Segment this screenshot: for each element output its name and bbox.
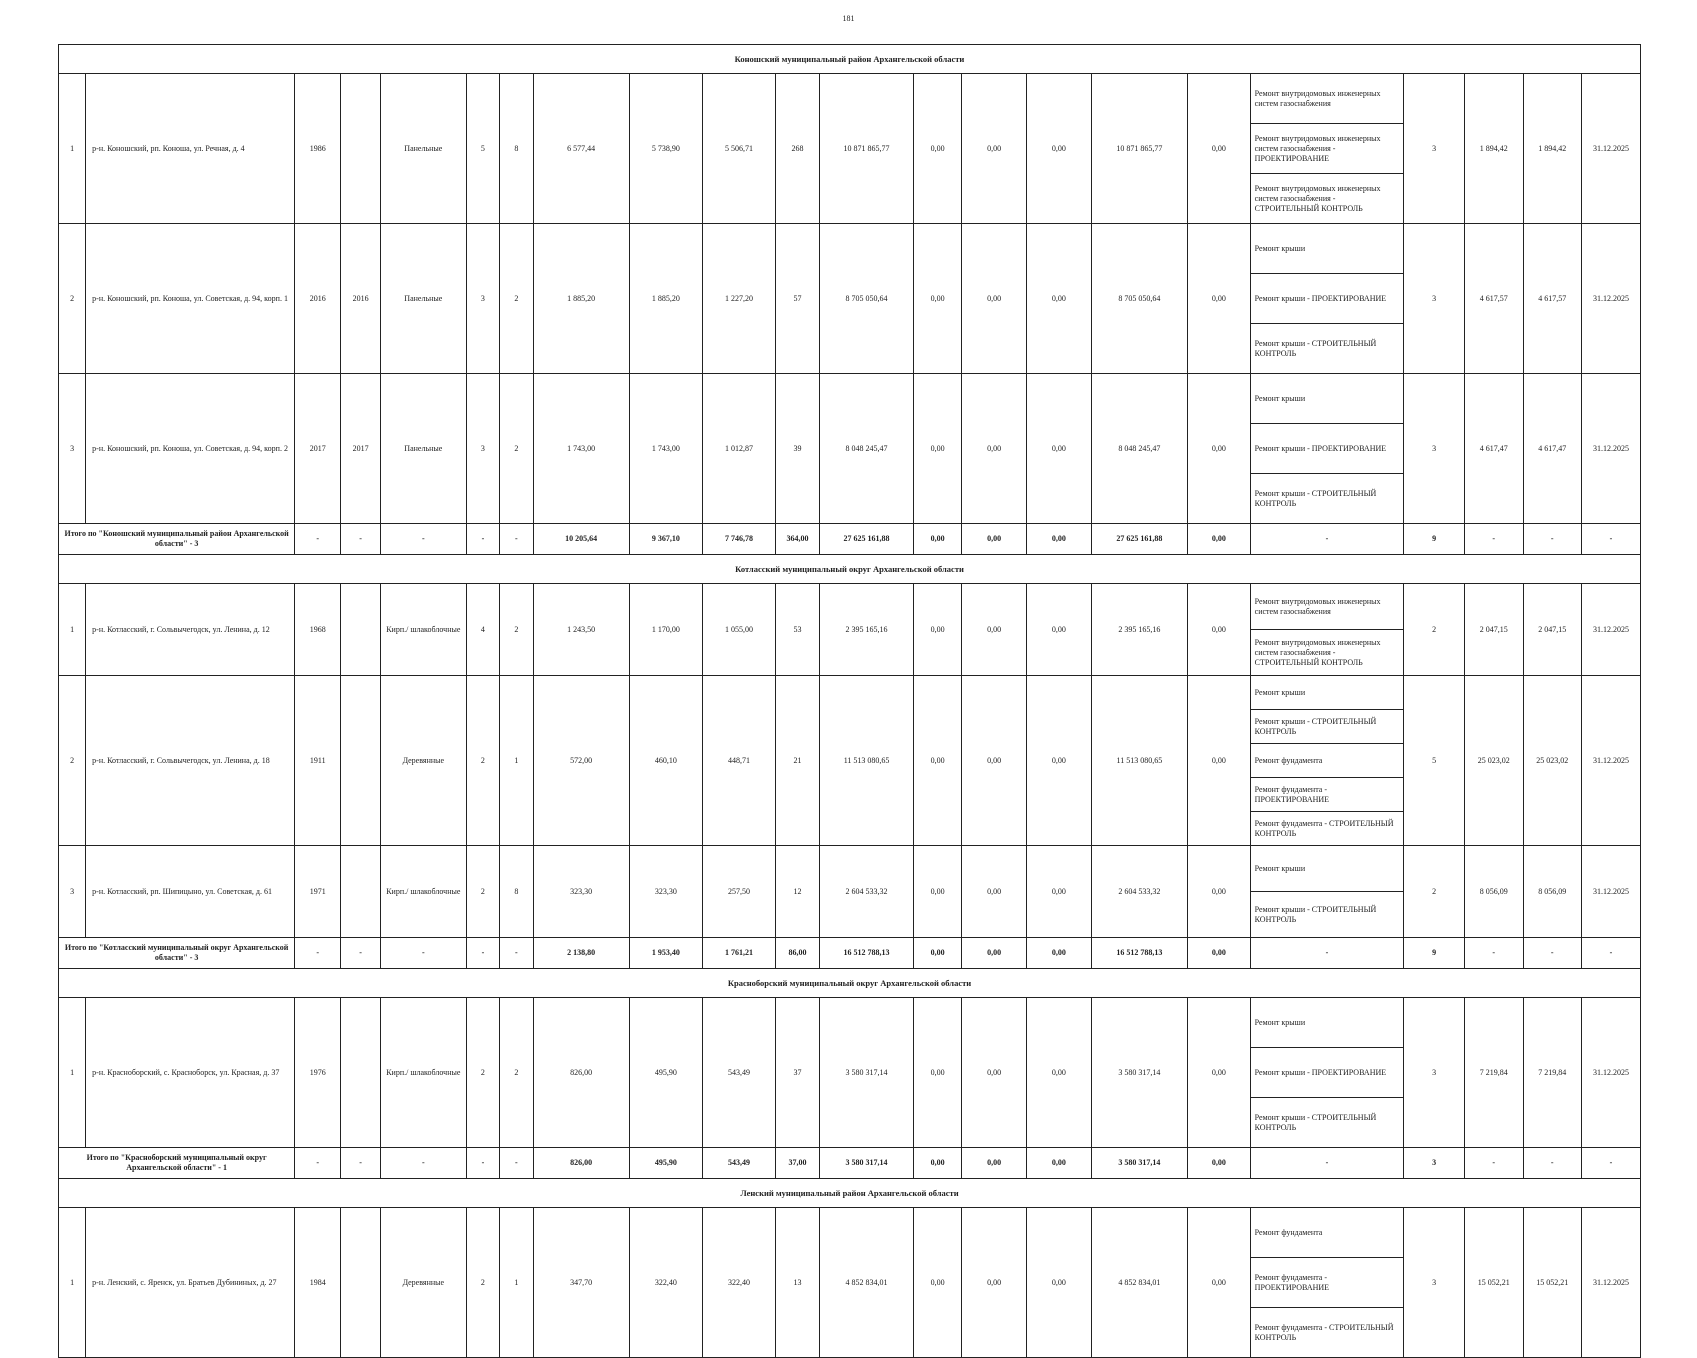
cell-fund-reg: 0,00	[962, 74, 1027, 224]
cell-work-type: Ремонт крыши - СТРОИТЕЛЬНЫЙ КОНТРОЛЬ	[1250, 474, 1404, 524]
cell-walls: Кирп./ шлакоблочные	[380, 846, 466, 938]
section-total-row	[59, 1148, 1641, 1179]
cell-cost-total: 3 580 317,14	[820, 998, 914, 1148]
section-total-row	[59, 524, 1641, 555]
cell-works-count: 3	[1404, 374, 1465, 524]
total-dash: -	[1250, 1148, 1404, 1179]
cell-unit-cost: 1 894,42	[1464, 74, 1523, 224]
cell-floors: 3	[466, 224, 499, 374]
cell-deadline: 31.12.2025	[1582, 998, 1641, 1148]
cell-residents: 37	[776, 998, 820, 1148]
total-dash: -	[295, 938, 341, 969]
table-row	[59, 224, 1641, 274]
cell-walls: Кирп./ шлакоблочные	[380, 584, 466, 676]
cell-unit-limit: 2 047,15	[1523, 584, 1582, 676]
cell-entrances: 2	[500, 224, 533, 374]
cell-fund-reg: 0,00	[962, 224, 1027, 374]
cell-work-type: Ремонт внутридомовых инженерных систем газоснабжения - ПРОЕКТИРОВАНИЕ	[1250, 124, 1404, 174]
cell-unit-limit: 4 617,47	[1523, 374, 1582, 524]
total-dash: -	[1582, 938, 1641, 969]
total-fund-own: 3 580 317,14	[1091, 1148, 1187, 1179]
total-residents: 86,00	[776, 938, 820, 969]
cell-floors: 2	[466, 1208, 499, 1358]
cell-fund-other: 0,00	[1187, 374, 1250, 524]
cell-work-type: Ремонт фундамента - ПРОЕКТИРОВАНИЕ	[1250, 1258, 1404, 1308]
cell-cost-total: 2 604 533,32	[820, 846, 914, 938]
cell-work-type: Ремонт крыши - ПРОЕКТИРОВАНИЕ	[1250, 424, 1404, 474]
cell-n: 2	[59, 676, 86, 846]
cell-n: 3	[59, 846, 86, 938]
cell-work-type: Ремонт крыши	[1250, 846, 1404, 892]
section-header	[59, 1179, 1641, 1208]
cell-unit-limit: 7 219,84	[1523, 998, 1582, 1148]
cell-area-owned: 322,40	[702, 1208, 775, 1358]
cell-works-count: 2	[1404, 584, 1465, 676]
table-row	[59, 74, 1641, 124]
cell-fund-own: 10 871 865,77	[1091, 74, 1187, 224]
cell-year-reno	[341, 584, 381, 676]
total-dash: -	[380, 1148, 466, 1179]
cell-fund-other: 0,00	[1187, 676, 1250, 846]
cell-works-count: 3	[1404, 74, 1465, 224]
total-dash: -	[1250, 524, 1404, 555]
cell-deadline: 31.12.2025	[1582, 224, 1641, 374]
cell-work-type: Ремонт крыши - СТРОИТЕЛЬНЫЙ КОНТРОЛЬ	[1250, 892, 1404, 938]
cell-fund-fed: 0,00	[914, 224, 962, 374]
cell-floors: 2	[466, 846, 499, 938]
cell-cost-total: 2 395 165,16	[820, 584, 914, 676]
cell-area-owned: 448,71	[702, 676, 775, 846]
cell-cost-total: 4 852 834,01	[820, 1208, 914, 1358]
total-fund-mun: 0,00	[1026, 1148, 1091, 1179]
cell-work-type: Ремонт крыши	[1250, 224, 1404, 274]
cell-fund-reg: 0,00	[962, 1208, 1027, 1358]
cell-area-total: 347,70	[533, 1208, 629, 1358]
cell-deadline: 31.12.2025	[1582, 74, 1641, 224]
cell-fund-own: 3 580 317,14	[1091, 998, 1187, 1148]
cell-unit-limit: 1 894,42	[1523, 74, 1582, 224]
cell-work-type: Ремонт внутридомовых инженерных систем газоснабжения	[1250, 74, 1404, 124]
total-fund-fed: 0,00	[914, 1148, 962, 1179]
cell-residents: 12	[776, 846, 820, 938]
cell-fund-reg: 0,00	[962, 676, 1027, 846]
cell-fund-mun: 0,00	[1026, 224, 1091, 374]
cell-year-reno: 2016	[341, 224, 381, 374]
cell-work-type: Ремонт крыши - ПРОЕКТИРОВАНИЕ	[1250, 274, 1404, 324]
cell-fund-other: 0,00	[1187, 998, 1250, 1148]
total-works-count: 9	[1404, 938, 1465, 969]
cell-entrances: 1	[500, 1208, 533, 1358]
cell-works-count: 3	[1404, 998, 1465, 1148]
cell-works-count: 5	[1404, 676, 1465, 846]
total-dash: -	[466, 1148, 499, 1179]
cell-fund-mun: 0,00	[1026, 1208, 1091, 1358]
total-cost-total: 16 512 788,13	[820, 938, 914, 969]
section-title: Котласский муниципальный округ Архангельской области	[59, 555, 1641, 584]
cell-year-built: 1968	[295, 584, 341, 676]
cell-year-reno	[341, 676, 381, 846]
cell-area-owned: 257,50	[702, 846, 775, 938]
total-label: Итого по "Красноборский муниципальный округ Архангельской области" - 1	[59, 1148, 295, 1179]
cell-fund-mun: 0,00	[1026, 998, 1091, 1148]
cell-work-type: Ремонт крыши - СТРОИТЕЛЬНЫЙ КОНТРОЛЬ	[1250, 710, 1404, 744]
cell-walls: Панельные	[380, 374, 466, 524]
cell-fund-mun: 0,00	[1026, 584, 1091, 676]
total-fund-other: 0,00	[1187, 524, 1250, 555]
cell-address: р-н. Котласский, г. Сольвычегодск, ул. Ленина, д. 12	[86, 584, 295, 676]
cell-unit-cost: 4 617,47	[1464, 374, 1523, 524]
total-dash: -	[341, 938, 381, 969]
cell-fund-reg: 0,00	[962, 374, 1027, 524]
table-row	[59, 374, 1641, 424]
cell-fund-fed: 0,00	[914, 998, 962, 1148]
cell-fund-fed: 0,00	[914, 1208, 962, 1358]
cell-area-living: 1 170,00	[629, 584, 702, 676]
cell-residents: 39	[776, 374, 820, 524]
cell-fund-reg: 0,00	[962, 846, 1027, 938]
cell-year-reno	[341, 998, 381, 1148]
cell-work-type: Ремонт фундамента	[1250, 1208, 1404, 1258]
cell-area-total: 323,30	[533, 846, 629, 938]
cell-work-type: Ремонт крыши - ПРОЕКТИРОВАНИЕ	[1250, 1048, 1404, 1098]
page-number: 181	[842, 14, 855, 23]
cell-entrances: 8	[500, 846, 533, 938]
cell-fund-other: 0,00	[1187, 224, 1250, 374]
cell-area-living: 460,10	[629, 676, 702, 846]
cell-unit-cost: 2 047,15	[1464, 584, 1523, 676]
total-fund-mun: 0,00	[1026, 524, 1091, 555]
cell-walls: Панельные	[380, 74, 466, 224]
total-area-total: 2 138,80	[533, 938, 629, 969]
cell-unit-cost: 8 056,09	[1464, 846, 1523, 938]
cell-fund-fed: 0,00	[914, 846, 962, 938]
cell-works-count: 3	[1404, 224, 1465, 374]
cell-year-reno: 2017	[341, 374, 381, 524]
cell-fund-fed: 0,00	[914, 74, 962, 224]
cell-work-type: Ремонт крыши	[1250, 676, 1404, 710]
table-row	[59, 998, 1641, 1048]
total-dash: -	[466, 524, 499, 555]
cell-cost-total: 8 048 245,47	[820, 374, 914, 524]
total-dash: -	[380, 524, 466, 555]
total-fund-own: 27 625 161,88	[1091, 524, 1187, 555]
cell-work-type: Ремонт внутридомовых инженерных систем газоснабжения - СТРОИТЕЛЬНЫЙ КОНТРОЛЬ	[1250, 630, 1404, 676]
cell-works-count: 2	[1404, 846, 1465, 938]
cell-work-type: Ремонт крыши - СТРОИТЕЛЬНЫЙ КОНТРОЛЬ	[1250, 324, 1404, 374]
table-row	[59, 584, 1641, 630]
cell-year-built: 2016	[295, 224, 341, 374]
cell-work-type: Ремонт крыши - СТРОИТЕЛЬНЫЙ КОНТРОЛЬ	[1250, 1098, 1404, 1148]
cell-area-owned: 5 506,71	[702, 74, 775, 224]
total-cost-total: 27 625 161,88	[820, 524, 914, 555]
total-cost-total: 3 580 317,14	[820, 1148, 914, 1179]
total-area-living: 495,90	[629, 1148, 702, 1179]
cell-fund-own: 4 852 834,01	[1091, 1208, 1187, 1358]
cell-residents: 268	[776, 74, 820, 224]
cell-address: р-н. Котласский, г. Сольвычегодск, ул. Ленина, д. 18	[86, 676, 295, 846]
total-fund-fed: 0,00	[914, 938, 962, 969]
total-dash: -	[1250, 938, 1404, 969]
cell-fund-mun: 0,00	[1026, 74, 1091, 224]
cell-area-total: 572,00	[533, 676, 629, 846]
cell-entrances: 2	[500, 998, 533, 1148]
cell-year-reno	[341, 74, 381, 224]
cell-address: р-н. Коношский, рп. Коноша, ул. Советская, д. 94, корп. 2	[86, 374, 295, 524]
cell-area-total: 1 243,50	[533, 584, 629, 676]
cell-floors: 5	[466, 74, 499, 224]
total-dash: -	[500, 938, 533, 969]
total-dash: -	[500, 524, 533, 555]
cell-area-owned: 1 012,87	[702, 374, 775, 524]
cell-fund-reg: 0,00	[962, 584, 1027, 676]
total-fund-other: 0,00	[1187, 1148, 1250, 1179]
cell-fund-own: 8 048 245,47	[1091, 374, 1187, 524]
cell-address: р-н. Ленский, с. Яренск, ул. Братьев Дубининых, д. 27	[86, 1208, 295, 1358]
total-label: Итого по "Котласский муниципальный округ Архангельской области" - 3	[59, 938, 295, 969]
cell-year-built: 1976	[295, 998, 341, 1148]
total-dash: -	[1464, 524, 1523, 555]
cell-cost-total: 11 513 080,65	[820, 676, 914, 846]
total-dash: -	[1582, 1148, 1641, 1179]
total-area-owned: 7 746,78	[702, 524, 775, 555]
cell-work-type: Ремонт внутридомовых инженерных систем газоснабжения	[1250, 584, 1404, 630]
cell-area-living: 1 885,20	[629, 224, 702, 374]
cell-unit-cost: 15 052,21	[1464, 1208, 1523, 1358]
cell-n: 1	[59, 998, 86, 1148]
cell-work-type: Ремонт фундамента - СТРОИТЕЛЬНЫЙ КОНТРОЛЬ	[1250, 1308, 1404, 1358]
cell-unit-limit: 4 617,57	[1523, 224, 1582, 374]
total-area-total: 826,00	[533, 1148, 629, 1179]
cell-area-total: 1 885,20	[533, 224, 629, 374]
cell-n: 1	[59, 1208, 86, 1358]
cell-year-reno	[341, 1208, 381, 1358]
section-title: Коношский муниципальный район Архангельской области	[59, 45, 1641, 74]
cell-address: р-н. Котласский, рп. Шипицыно, ул. Советская, д. 61	[86, 846, 295, 938]
total-fund-reg: 0,00	[962, 524, 1027, 555]
total-dash: -	[500, 1148, 533, 1179]
cell-n: 1	[59, 584, 86, 676]
total-dash: -	[1464, 1148, 1523, 1179]
cell-walls: Панельные	[380, 224, 466, 374]
cell-work-type: Ремонт фундамента	[1250, 744, 1404, 778]
cell-year-built: 1984	[295, 1208, 341, 1358]
cell-area-total: 826,00	[533, 998, 629, 1148]
cell-work-type: Ремонт крыши	[1250, 374, 1404, 424]
total-area-owned: 543,49	[702, 1148, 775, 1179]
cell-unit-limit: 8 056,09	[1523, 846, 1582, 938]
cell-fund-other: 0,00	[1187, 584, 1250, 676]
total-area-total: 10 205,64	[533, 524, 629, 555]
program-table	[58, 44, 1641, 1358]
total-area-living: 1 953,40	[629, 938, 702, 969]
cell-n: 1	[59, 74, 86, 224]
cell-fund-mun: 0,00	[1026, 374, 1091, 524]
cell-area-living: 495,90	[629, 998, 702, 1148]
cell-fund-own: 2 395 165,16	[1091, 584, 1187, 676]
total-dash: -	[466, 938, 499, 969]
cell-area-total: 6 577,44	[533, 74, 629, 224]
capital-repair-table	[58, 44, 1641, 1358]
cell-unit-limit: 25 023,02	[1523, 676, 1582, 846]
total-label: Итого по "Коношский муниципальный район Архангельской области" - 3	[59, 524, 295, 555]
table-row	[59, 1208, 1641, 1258]
cell-walls: Деревянные	[380, 1208, 466, 1358]
cell-cost-total: 10 871 865,77	[820, 74, 914, 224]
total-dash: -	[1523, 1148, 1582, 1179]
total-dash: -	[295, 524, 341, 555]
cell-address: р-н. Коношский, рп. Коноша, ул. Речная, д. 4	[86, 74, 295, 224]
cell-fund-other: 0,00	[1187, 1208, 1250, 1358]
table-row	[59, 846, 1641, 892]
total-dash: -	[341, 524, 381, 555]
cell-fund-own: 11 513 080,65	[1091, 676, 1187, 846]
cell-year-reno	[341, 846, 381, 938]
cell-area-living: 5 738,90	[629, 74, 702, 224]
cell-year-built: 1986	[295, 74, 341, 224]
cell-entrances: 2	[500, 584, 533, 676]
cell-fund-other: 0,00	[1187, 74, 1250, 224]
cell-fund-fed: 0,00	[914, 374, 962, 524]
section-header	[59, 45, 1641, 74]
cell-fund-mun: 0,00	[1026, 846, 1091, 938]
cell-unit-limit: 15 052,21	[1523, 1208, 1582, 1358]
cell-floors: 4	[466, 584, 499, 676]
cell-area-living: 1 743,00	[629, 374, 702, 524]
cell-fund-reg: 0,00	[962, 998, 1027, 1148]
cell-works-count: 3	[1404, 1208, 1465, 1358]
cell-work-type: Ремонт внутридомовых инженерных систем газоснабжения - СТРОИТЕЛЬНЫЙ КОНТРОЛЬ	[1250, 174, 1404, 224]
cell-year-built: 1911	[295, 676, 341, 846]
cell-fund-mun: 0,00	[1026, 676, 1091, 846]
cell-n: 3	[59, 374, 86, 524]
cell-fund-other: 0,00	[1187, 846, 1250, 938]
total-residents: 364,00	[776, 524, 820, 555]
cell-unit-cost: 25 023,02	[1464, 676, 1523, 846]
section-total-row	[59, 938, 1641, 969]
cell-address: р-н. Красноборский, с. Красноборск, ул. Красная, д. 37	[86, 998, 295, 1148]
cell-fund-own: 8 705 050,64	[1091, 224, 1187, 374]
cell-cost-total: 8 705 050,64	[820, 224, 914, 374]
cell-n: 2	[59, 224, 86, 374]
total-fund-reg: 0,00	[962, 1148, 1027, 1179]
cell-residents: 21	[776, 676, 820, 846]
total-dash: -	[1523, 938, 1582, 969]
section-header	[59, 555, 1641, 584]
cell-entrances: 8	[500, 74, 533, 224]
total-area-owned: 1 761,21	[702, 938, 775, 969]
cell-work-type: Ремонт фундамента - ПРОЕКТИРОВАНИЕ	[1250, 778, 1404, 812]
total-dash: -	[1464, 938, 1523, 969]
table-row	[59, 676, 1641, 710]
section-title: Красноборский муниципальный округ Архангельской области	[59, 969, 1641, 998]
cell-walls: Кирп./ шлакоблочные	[380, 998, 466, 1148]
cell-deadline: 31.12.2025	[1582, 846, 1641, 938]
cell-entrances: 2	[500, 374, 533, 524]
cell-area-owned: 543,49	[702, 998, 775, 1148]
total-dash: -	[1582, 524, 1641, 555]
cell-residents: 13	[776, 1208, 820, 1358]
cell-fund-fed: 0,00	[914, 676, 962, 846]
cell-deadline: 31.12.2025	[1582, 676, 1641, 846]
cell-residents: 57	[776, 224, 820, 374]
section-header	[59, 969, 1641, 998]
cell-unit-cost: 7 219,84	[1464, 998, 1523, 1148]
total-dash: -	[380, 938, 466, 969]
cell-area-owned: 1 227,20	[702, 224, 775, 374]
cell-work-type: Ремонт фундамента - СТРОИТЕЛЬНЫЙ КОНТРОЛЬ	[1250, 812, 1404, 846]
cell-deadline: 31.12.2025	[1582, 1208, 1641, 1358]
cell-area-living: 323,30	[629, 846, 702, 938]
cell-walls: Деревянные	[380, 676, 466, 846]
total-dash: -	[1523, 524, 1582, 555]
total-works-count: 3	[1404, 1148, 1465, 1179]
total-area-living: 9 367,10	[629, 524, 702, 555]
cell-area-total: 1 743,00	[533, 374, 629, 524]
total-fund-mun: 0,00	[1026, 938, 1091, 969]
cell-address: р-н. Коношский, рп. Коноша, ул. Советская, д. 94, корп. 1	[86, 224, 295, 374]
cell-deadline: 31.12.2025	[1582, 584, 1641, 676]
cell-year-built: 1971	[295, 846, 341, 938]
cell-unit-cost: 4 617,57	[1464, 224, 1523, 374]
cell-entrances: 1	[500, 676, 533, 846]
cell-area-owned: 1 055,00	[702, 584, 775, 676]
cell-fund-fed: 0,00	[914, 584, 962, 676]
total-fund-reg: 0,00	[962, 938, 1027, 969]
total-dash: -	[295, 1148, 341, 1179]
total-residents: 37,00	[776, 1148, 820, 1179]
cell-fund-own: 2 604 533,32	[1091, 846, 1187, 938]
cell-floors: 2	[466, 998, 499, 1148]
cell-residents: 53	[776, 584, 820, 676]
total-fund-fed: 0,00	[914, 524, 962, 555]
cell-area-living: 322,40	[629, 1208, 702, 1358]
cell-work-type: Ремонт крыши	[1250, 998, 1404, 1048]
section-title: Ленский муниципальный район Архангельской области	[59, 1179, 1641, 1208]
cell-floors: 3	[466, 374, 499, 524]
total-dash: -	[341, 1148, 381, 1179]
cell-floors: 2	[466, 676, 499, 846]
cell-year-built: 2017	[295, 374, 341, 524]
total-fund-own: 16 512 788,13	[1091, 938, 1187, 969]
total-works-count: 9	[1404, 524, 1465, 555]
total-fund-other: 0,00	[1187, 938, 1250, 969]
cell-deadline: 31.12.2025	[1582, 374, 1641, 524]
